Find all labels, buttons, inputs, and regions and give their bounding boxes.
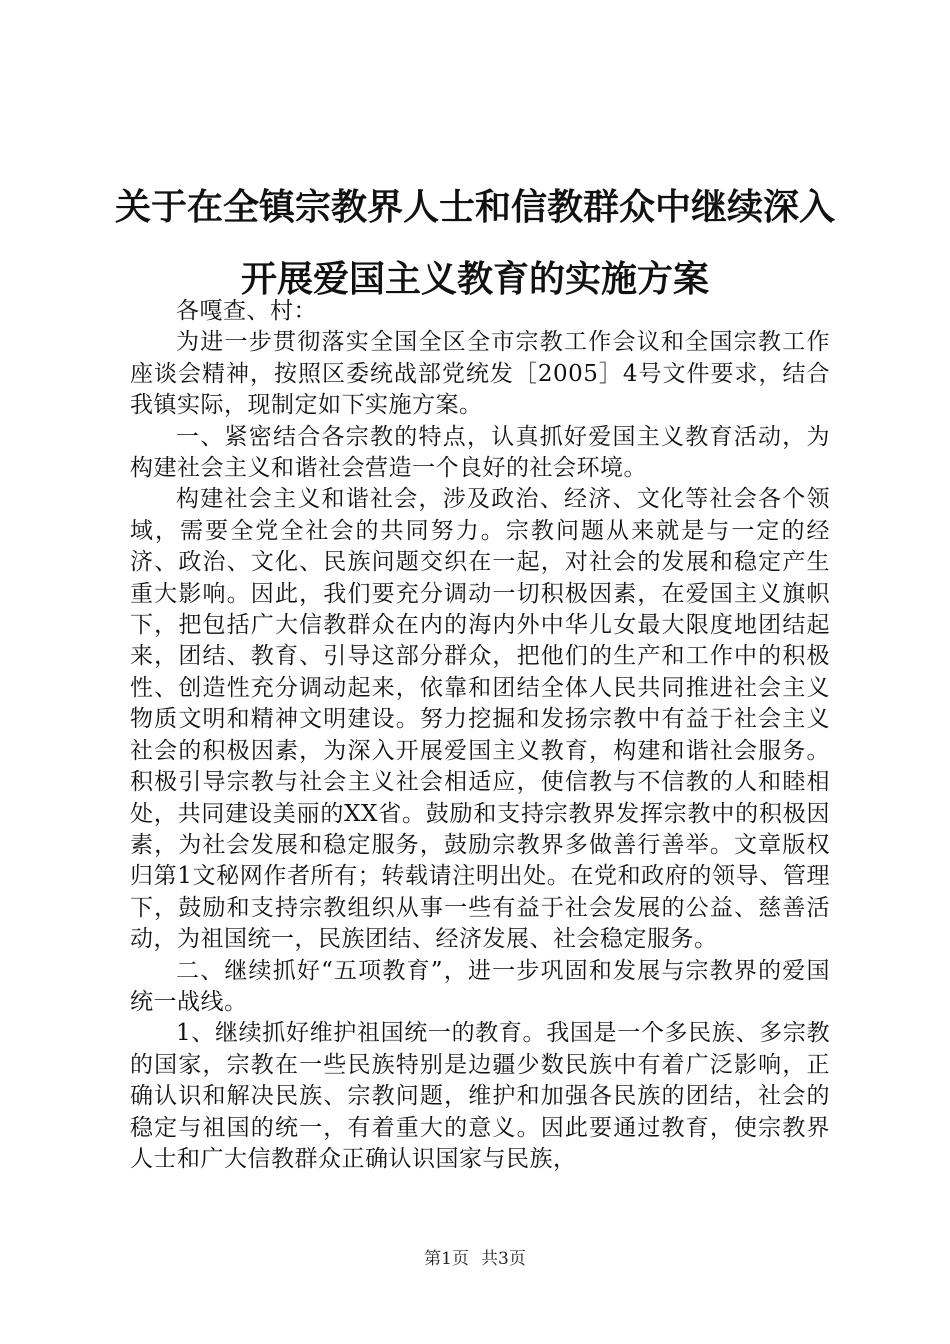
title-line-2: 开展爱国主义教育的实施方案 — [240, 259, 709, 300]
section-heading-1: 一、紧密结合各宗教的特点，认真抓好爱国主义教育活动，为构建社会主义和谐社会营造一个良好的社会环境。 — [130, 423, 830, 482]
body-paragraph: 1、继续抓好维护祖国统一的教育。我国是一个多民族、多宗教的国家，宗教在一些民族特别是边疆少数民族中有着广泛影响，正确认识和解决民族、宗教问题，维护和加强各民族的团结，社会的稳定与祖国的统一，有着重大的意义。因此要通过教育，使宗教界人士和广大信教群众正确认识国家与民族， — [130, 1020, 830, 1172]
intro-paragraph: 为进一步贯彻落实全国全区全市宗教工作会议和全国宗教工作座谈会精神，按照区委统战部党统发［2005］4号文件要求，结合我镇实际，现制定如下实施方案。 — [130, 329, 830, 419]
salutation: 各嘎查、村： — [176, 298, 317, 324]
page-footer — [0, 1244, 950, 1269]
section-heading-2: 二、继续抓好“五项教育”，进一步巩固和发展与宗教界的爱国统一战线。 — [130, 957, 830, 1015]
page-total: 共3页 — [481, 1249, 526, 1269]
body-paragraph: 构建社会主义和谐社会，涉及政治、经济、文化等社会各个领域，需要全党全社会的共同努力。宗教问题从来就是与一定的经济、政治、文化、民族问题交织在一起，对社会的发展和稳定产生重大影响。因此，我们要充分调动一切积极因素，在爱国主义旗帜下，把包括广大信教群众在内的海内外中华儿女最大限度地团结起来，团结、教育、引导这部分群众，把他们的生产和工作中的积极性、创造性充分调动起来，依靠和团结全体人民共同推进社会主义物质文明和精神文明建设。努力挖掘和发扬宗教中有益于社会主义社会的积极因素，为深入开展爱国主义教育，构建和谐社会服务。积极引导宗教与社会主义社会相适应，使信教与不信教的人和睦相处，共同建设美丽的XX省。鼓励和支持宗教界发挥宗教中的积极因素，为社会发展和稳定服务，鼓励宗教界多做善行善举。文章版权归第1文秘网作者所有；转载请注明出处。在党和政府的领导、管理下，鼓励和支持宗教组织从事一些有益于社会发展的公益、慈善活动，为祖国统一，民族团结、经济发展、社会稳定服务。 — [130, 486, 830, 953]
document-title — [110, 172, 840, 316]
page-number: 第1页 — [424, 1249, 469, 1269]
title-line-1: 关于在全镇宗教界人士和信教群众中继续深入 — [114, 187, 835, 228]
document-body — [130, 296, 830, 1175]
